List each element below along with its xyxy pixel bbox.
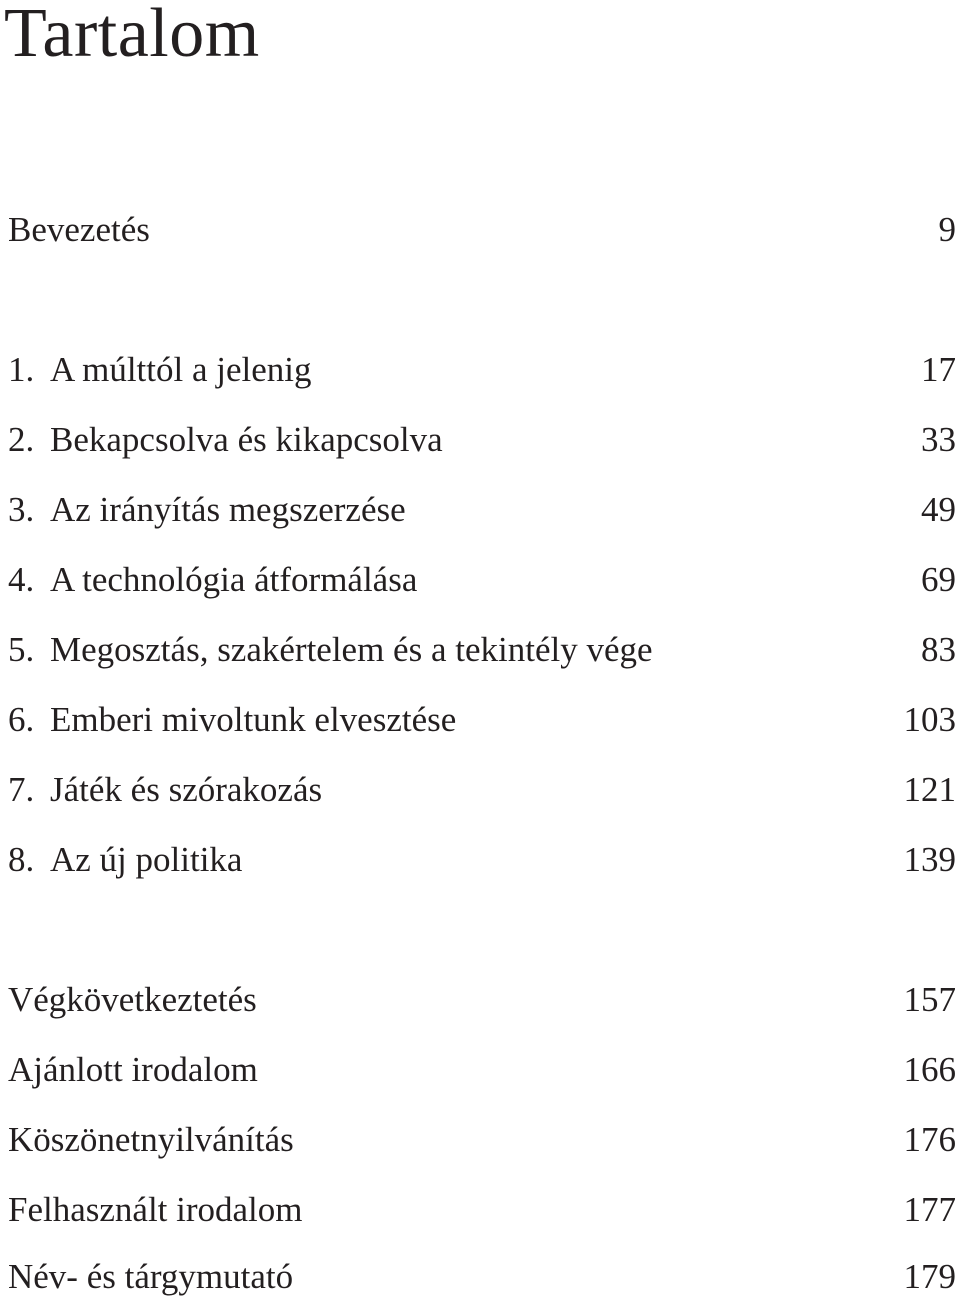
toc-entry-page: 179 bbox=[903, 1257, 956, 1296]
toc-entry-page: 33 bbox=[921, 420, 956, 459]
toc-entry-back-matter[interactable] bbox=[8, 1252, 956, 1302]
toc-entry-label: Bekapcsolva és kikapcsolva bbox=[50, 420, 443, 459]
toc-entry-page: 157 bbox=[903, 980, 956, 1019]
page-title: Tartalom bbox=[4, 0, 260, 72]
toc-entry-label: Név- és tárgymutató bbox=[8, 1257, 294, 1296]
chapter-number: 3. bbox=[8, 490, 35, 529]
toc-entry-back-matter[interactable] bbox=[8, 975, 956, 1025]
toc-entry-label: Köszönetnyilvánítás bbox=[8, 1120, 294, 1159]
chapter-number: 7. bbox=[8, 770, 35, 809]
chapter-number: 1. bbox=[8, 350, 35, 389]
toc-entry-page: 9 bbox=[938, 210, 956, 249]
toc-entry-chapter-5[interactable] bbox=[8, 625, 956, 675]
toc-entry-chapter-1[interactable] bbox=[8, 345, 956, 395]
toc-entry-page: 139 bbox=[903, 840, 956, 879]
toc-entry-chapter-2[interactable] bbox=[8, 415, 956, 465]
toc-entry-label: Az irányítás megszerzése bbox=[50, 490, 406, 529]
toc-entry-page: 49 bbox=[921, 490, 956, 529]
toc-entry-chapter-7[interactable] bbox=[8, 765, 956, 815]
toc-entry-label: Játék és szórakozás bbox=[50, 770, 323, 809]
toc-entry-chapter-8[interactable] bbox=[8, 835, 956, 885]
toc-entry-label: Felhasznált irodalom bbox=[8, 1190, 303, 1229]
toc-entry-label: Az új politika bbox=[50, 840, 243, 879]
toc-entry-page: 176 bbox=[903, 1120, 956, 1159]
toc-entry-page: 121 bbox=[903, 770, 956, 809]
chapter-number: 8. bbox=[8, 840, 35, 879]
toc-entry-page: 17 bbox=[921, 350, 956, 389]
toc-entry-label: Ajánlott irodalom bbox=[8, 1050, 258, 1089]
toc-entry-back-matter[interactable] bbox=[8, 1185, 956, 1235]
toc-entry-label: Bevezetés bbox=[8, 210, 150, 249]
chapter-number: 4. bbox=[8, 560, 35, 599]
toc-entry-label: Megosztás, szakértelem és a tekintély vége bbox=[50, 630, 653, 669]
toc-entry-intro[interactable] bbox=[8, 205, 956, 255]
toc-entry-chapter-4[interactable] bbox=[8, 555, 956, 605]
toc-entry-chapter-3[interactable] bbox=[8, 485, 956, 535]
toc-entry-label: A múlttól a jelenig bbox=[50, 350, 312, 389]
toc-entry-back-matter[interactable] bbox=[8, 1045, 956, 1095]
toc-entry-label: Végkövetkeztetés bbox=[8, 980, 257, 1019]
toc-entry-back-matter[interactable] bbox=[8, 1115, 956, 1165]
toc-entry-page: 69 bbox=[921, 560, 956, 599]
toc-entry-label: Emberi mivoltunk elvesztése bbox=[50, 700, 457, 739]
toc-entry-page: 166 bbox=[903, 1050, 956, 1089]
toc-entry-page: 83 bbox=[921, 630, 956, 669]
toc-entry-page: 103 bbox=[903, 700, 956, 739]
chapter-number: 5. bbox=[8, 630, 35, 669]
toc-entry-chapter-6[interactable] bbox=[8, 695, 956, 745]
toc-entry-page: 177 bbox=[903, 1190, 956, 1229]
chapter-number: 2. bbox=[8, 420, 35, 459]
chapter-number: 6. bbox=[8, 700, 35, 739]
toc-entry-label: A technológia átformálása bbox=[50, 560, 418, 599]
